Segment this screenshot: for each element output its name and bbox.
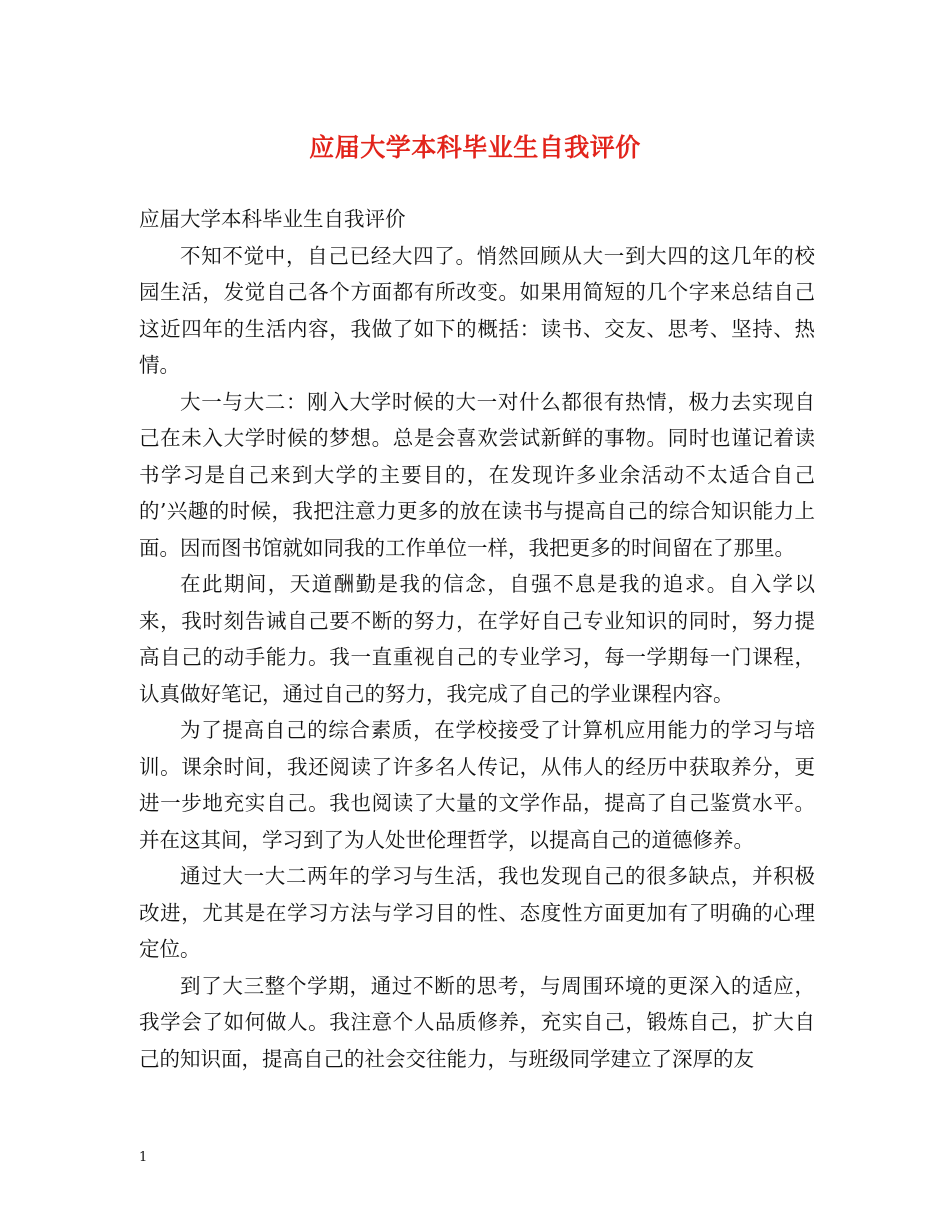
document-subtitle: 应届大学本科毕业生自我评价	[139, 207, 406, 231]
paragraph-5: 通过大一大二两年的学习与生活，我也发现自己的很多缺点，并积极改进，尤其是在学习方法与学习目的性、态度性方面更加有了明确的心理定位。	[139, 864, 815, 961]
paragraph-2: 大一与大二：刚入大学时候的大一对什么都很有热情，极力去实现自己在未入大学时候的梦想。总是会喜欢尝试新鲜的事物。同时也谨记着读书学习是自己来到大学的主要目的，在发现许多业余活动不太适合自己的’兴趣的时候，我把注意力更多的放在读书与提高自己的综合知识能力上面。因而图书馆就如同我的工作单位一样，我把更多的时间留在了那里。	[139, 389, 815, 560]
document-body	[139, 201, 815, 1077]
page-number: 1	[139, 1150, 148, 1165]
document-title: 应届大学本科毕业生自我评价	[309, 133, 641, 162]
paragraph-3: 在此期间，天道酬勤是我的信念，自强不息是我的追求。自入学以来，我时刻告诫自己要不断的努力，在学好自己专业知识的同时，努力提高自己的动手能力。我一直重视自己的专业学习，每一学期每一门课程，认真做好笔记，通过自己的努力，我完成了自己的学业课程内容。	[139, 572, 815, 706]
paragraph-6: 到了大三整个学期，通过不断的思考，与周围环境的更深入的适应，我学会了如何做人。我注意个人品质修养，充实自己，锻炼自己，扩大自己的知识面，提高自己的社会交往能力，与班级同学建立了深厚的友	[139, 973, 815, 1071]
paragraph-4: 为了提高自己的综合素质，在学校接受了计算机应用能力的学习与培训。课余时间，我还阅读了许多名人传记，从伟人的经历中获取养分，更进一步地充实自己。我也阅读了大量的文学作品，提高了自己鉴赏水平。并在这其间，学习到了为人处世伦理哲学，以提高自己的道德修养。	[139, 718, 815, 852]
paragraph-1: 不知不觉中，自己已经大四了。悄然回顾从大一到大四的这几年的校园生活，发觉自己各个方面都有所改变。如果用简短的几个字来总结自己这近四年的生活内容，我做了如下的概括：读书、交友、思考、坚持、热情。	[139, 243, 815, 377]
